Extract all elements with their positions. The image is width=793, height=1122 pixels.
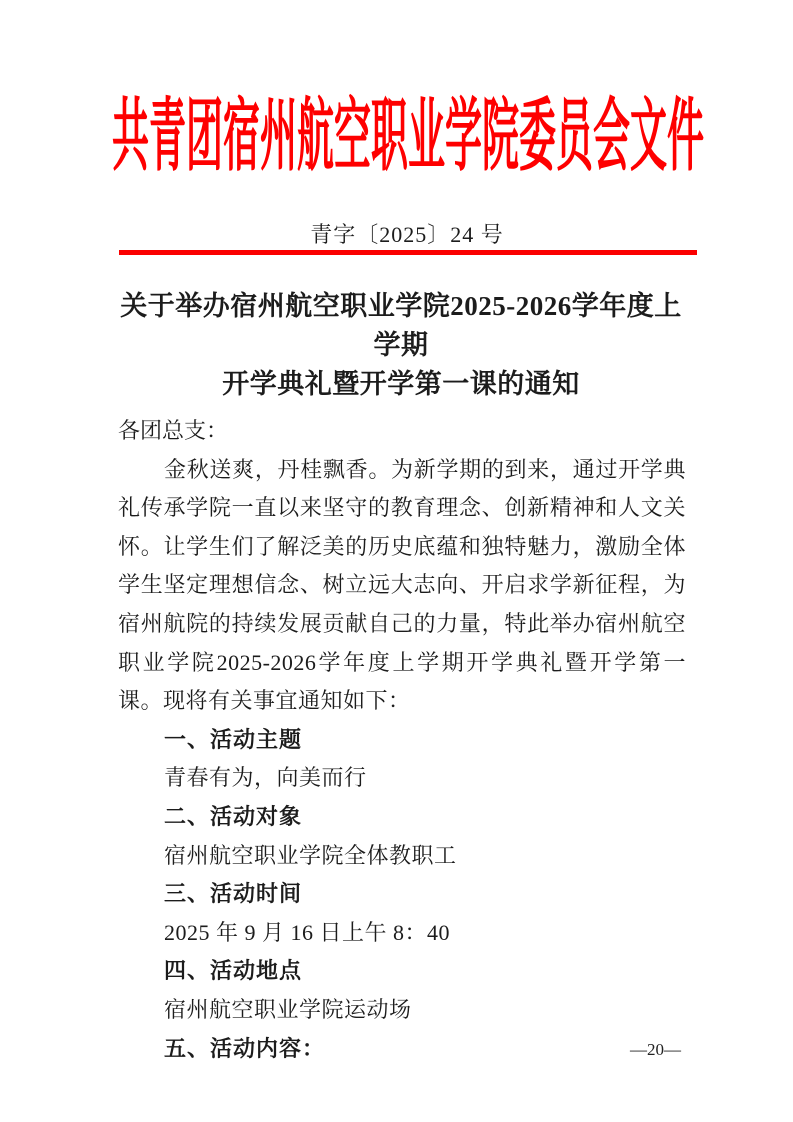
red-banner-title: 共青团宿州航空职业学院委员会文件 [112,91,704,180]
section-content-3: 2025 年 9 月 16 日上午 8：40 [164,919,451,945]
red-divider-line [119,250,697,255]
section-content-1: 青春有为，向美而行 [164,765,367,791]
section-content-4: 宿州航空职业学院运动场 [164,996,412,1022]
document-title-line1: 关于举办宿州航空职业学院2025-2026学年度上学期 [120,291,682,360]
doc-number: 青字〔2025〕24 号 [310,222,504,247]
section-heading-4: 四、活动地点 [164,958,303,984]
section-content-2: 宿州航空职业学院全体教职工 [164,842,457,868]
document-title [108,287,694,404]
section-heading-5: 五、活动内容： [164,1035,326,1061]
intro-paragraph: 金秋送爽，丹桂飘香。为新学期的到来，通过开学典礼传承学院一直以来坚守的教育理念、创新精神和人文关怀。让学生们了解泛美的历史底蕴和独特魅力，激励全体学生坚定理想信念、树立远大志向、开启求学新征程，为宿州航院的持续发展贡献自己的力量，特此举办宿州航空职业学院2025-2026学年度上学期开学典礼暨开学第一课。现将有关事宜通知如下： [118,456,686,714]
section-heading-1: 一、活动主题 [164,726,303,752]
document-title-line2: 开学典礼暨开学第一课的通知 [222,369,580,399]
section-heading-3: 三、活动时间 [164,881,303,907]
section-heading-2: 二、活动对象 [164,803,303,829]
salutation: 各团总支： [118,418,229,443]
page-number: —20— [630,1040,681,1059]
document-body [118,412,686,1068]
